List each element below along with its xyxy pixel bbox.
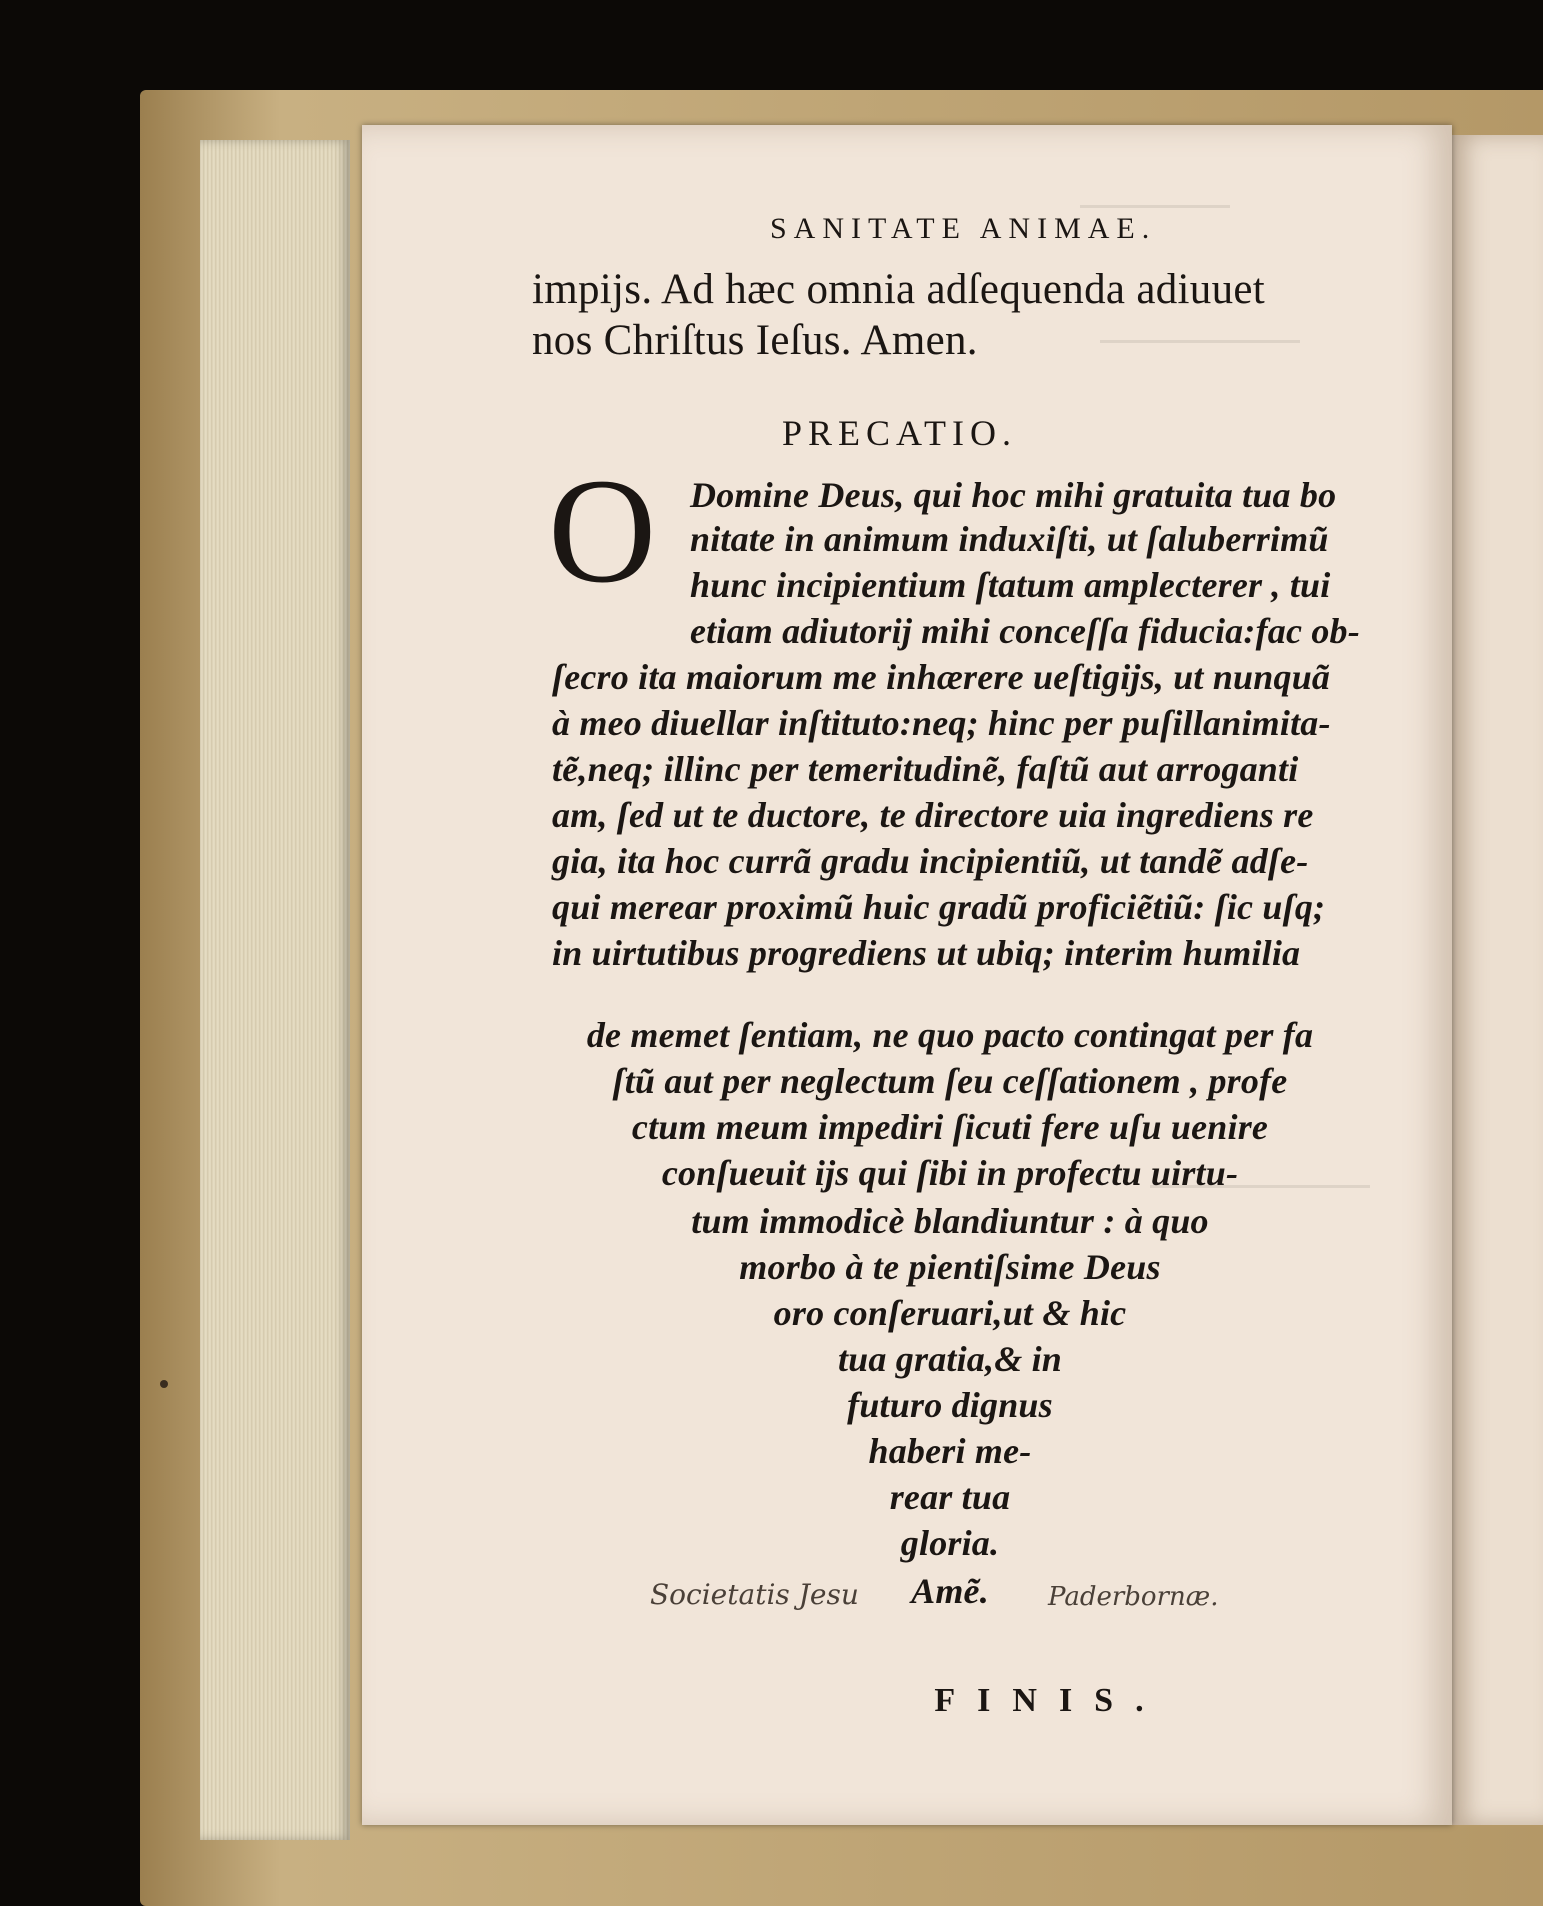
prayer-line: futuro dignus <box>847 1385 1053 1425</box>
section-heading: PRECATIO. <box>782 413 1018 453</box>
text-line: impijs. Ad hæc omnia adſequenda adiuuet <box>532 266 1265 313</box>
prayer-line: morbo à te pientiſsime Deus <box>739 1247 1161 1287</box>
prayer-line: ſtũ aut per neglectum ſeu ceſſationem , profe <box>612 1061 1288 1101</box>
prayer-line: rear tua <box>889 1477 1011 1517</box>
book-page <box>362 125 1452 1825</box>
drop-cap: O <box>548 448 657 614</box>
prayer-line: gia, ita hoc currã gradu incipientiũ, ut tandẽ adſe- <box>552 841 1309 881</box>
prayer-line: Amẽ. <box>911 1571 989 1611</box>
show-through-mark <box>1080 205 1230 208</box>
prayer-line: de memet ſentiam, ne quo pacto contingat per fa <box>586 1015 1314 1055</box>
prayer-line: tua gratia,& in <box>837 1339 1063 1379</box>
prayer-line: in uirtutibus progrediens ut ubiq; interim humilia <box>552 933 1301 973</box>
prayer-line: haberi me- <box>868 1431 1032 1471</box>
speck <box>160 1380 168 1388</box>
prayer-line: ctum meum impediri ſicuti fere uſu uenire <box>631 1107 1269 1147</box>
text-line: nos Chriſtus Ieſus. Amen. <box>532 317 978 364</box>
show-through-mark <box>1100 340 1300 343</box>
prayer-line: ſecro ita maiorum me inhærere ueſtigijs, ut nunquã <box>552 657 1331 697</box>
prayer-line: Domine Deus, qui hoc mihi gratuita tua bo <box>690 475 1337 515</box>
prayer-line: tum immodicè blandiuntur : à quo <box>691 1201 1209 1241</box>
prayer-line: gloria. <box>900 1523 1000 1563</box>
prayer-line: etiam adiutorij mihi conceſſa fiducia:fac ob- <box>690 611 1360 651</box>
prayer-line: oro conſeruari,ut & hic <box>773 1293 1127 1333</box>
prayer-line: qui merear proximũ huic gradũ proficiẽtiũ: ſic uſq; <box>552 887 1326 927</box>
prayer-line: tẽ,neq; illinc per temeritudinẽ, faſtũ aut arroganti <box>552 749 1299 789</box>
finis-mark: FINIS. <box>934 1682 1166 1719</box>
prayer-line: conſueuit ijs qui ſibi in profectu uirtu- <box>661 1153 1239 1193</box>
prayer-line: hunc incipientium ſtatum amplecterer , tui <box>690 565 1331 605</box>
handwritten-inscription: Societatis Jesu <box>650 1578 859 1611</box>
prayer-line: am, ſed ut te ductore, te directore uia ingrediens re <box>552 795 1314 835</box>
prayer-line: nitate in animum induxiſti, ut ſaluberrimũ <box>690 519 1329 559</box>
running-head: SANITATE ANIMAE. <box>770 212 1157 245</box>
handwritten-inscription: Paderbornæ. <box>1048 1582 1219 1612</box>
prayer-line: à meo diuellar inſtituto:neq; hinc per puſillanimita- <box>552 703 1331 743</box>
facing-page <box>1452 135 1543 1825</box>
page-block-edge <box>200 140 350 1840</box>
